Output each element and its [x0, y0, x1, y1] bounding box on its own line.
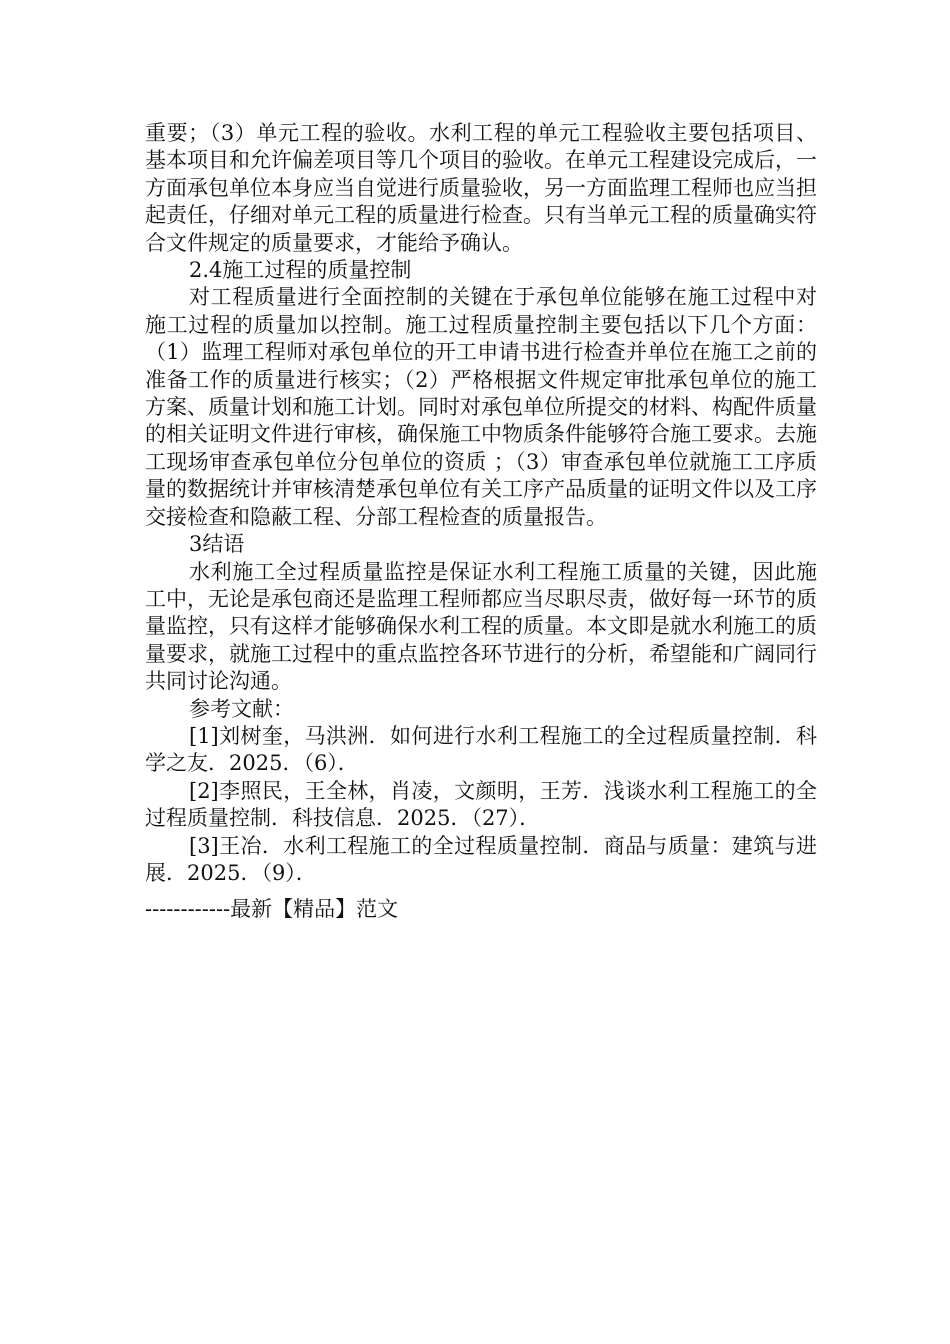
references-heading: 参考文献： — [189, 696, 294, 721]
reference-item-1: [1]刘树奎，马洪洲．如何进行水利工程施工的全过程质量控制．科学之友．2025．（6）． — [145, 723, 817, 776]
paragraph-conclusion: 水利施工全过程质量监控是保证水利工程施工质量的关键，因此施工中，无论是承包商还是监理工程师都应当尽职尽责，做好每一环节的质量监控，只有这样才能够确保水利工程的质量。本文即是就水利施工的质量要求，就施工过程中的重点监控各环节进行的分析，希望能和广阔同行共同讨论沟通。 — [145, 559, 817, 694]
paragraph-unit-acceptance: 重要；（3）单元工程的验收。水利工程的单元工程验收主要包括项目、基本项目和允许偏差项目等几个项目的验收。在单元工程建设完成后，一方面承包单位本身应当自觉进行质量验收，另一方面监理工程师也应当担起责任，仔细对单元工程的质量进行检查。只有当单元工程的质量确实符合文件规定的质量要求，才能给予确认。 — [145, 121, 817, 255]
reference-item-2: [2]李照民，王全林，肖凌，文颜明，王芳．浅谈水利工程施工的全过程质量控制．科技信息．2025．（27）． — [145, 778, 817, 831]
section-heading-2-4: 2.4施工过程的质量控制 — [189, 258, 412, 283]
section-heading-conclusion: 3结语 — [189, 532, 245, 557]
reference-item-3: [3]王冶．水利工程施工的全过程质量控制．商品与质量：建筑与进展．2025．（9）． — [145, 833, 817, 885]
document-body — [145, 120, 817, 887]
paragraph-process-quality-control: 对工程质量进行全面控制的关键在于承包单位能够在施工过程中对施工过程的质量加以控制。施工过程质量控制主要包括以下几个方面：（1）监理工程师对承包单位的开工申请书进行检查并单位在施工之前的准备工作的质量进行核实；（2）严格根据文件规定审批承包单位的施工方案、质量计划和施工计划。同时对承包单位所提交的材料、构配件质量的相关证明文件进行审核，确保施工中物质条件能够符合施工要求。去施工现场审查承包单位分包单位的资质 ；（3）审查承包单位就施工工序质量的数据统计并审核清楚承包单位有关工序产品质量的证明文件以及工序交接检查和隐蔽工程、分部工程检查的质量报告。 — [145, 285, 817, 529]
footer-label: ------------最新【精品】范文 — [145, 897, 399, 921]
